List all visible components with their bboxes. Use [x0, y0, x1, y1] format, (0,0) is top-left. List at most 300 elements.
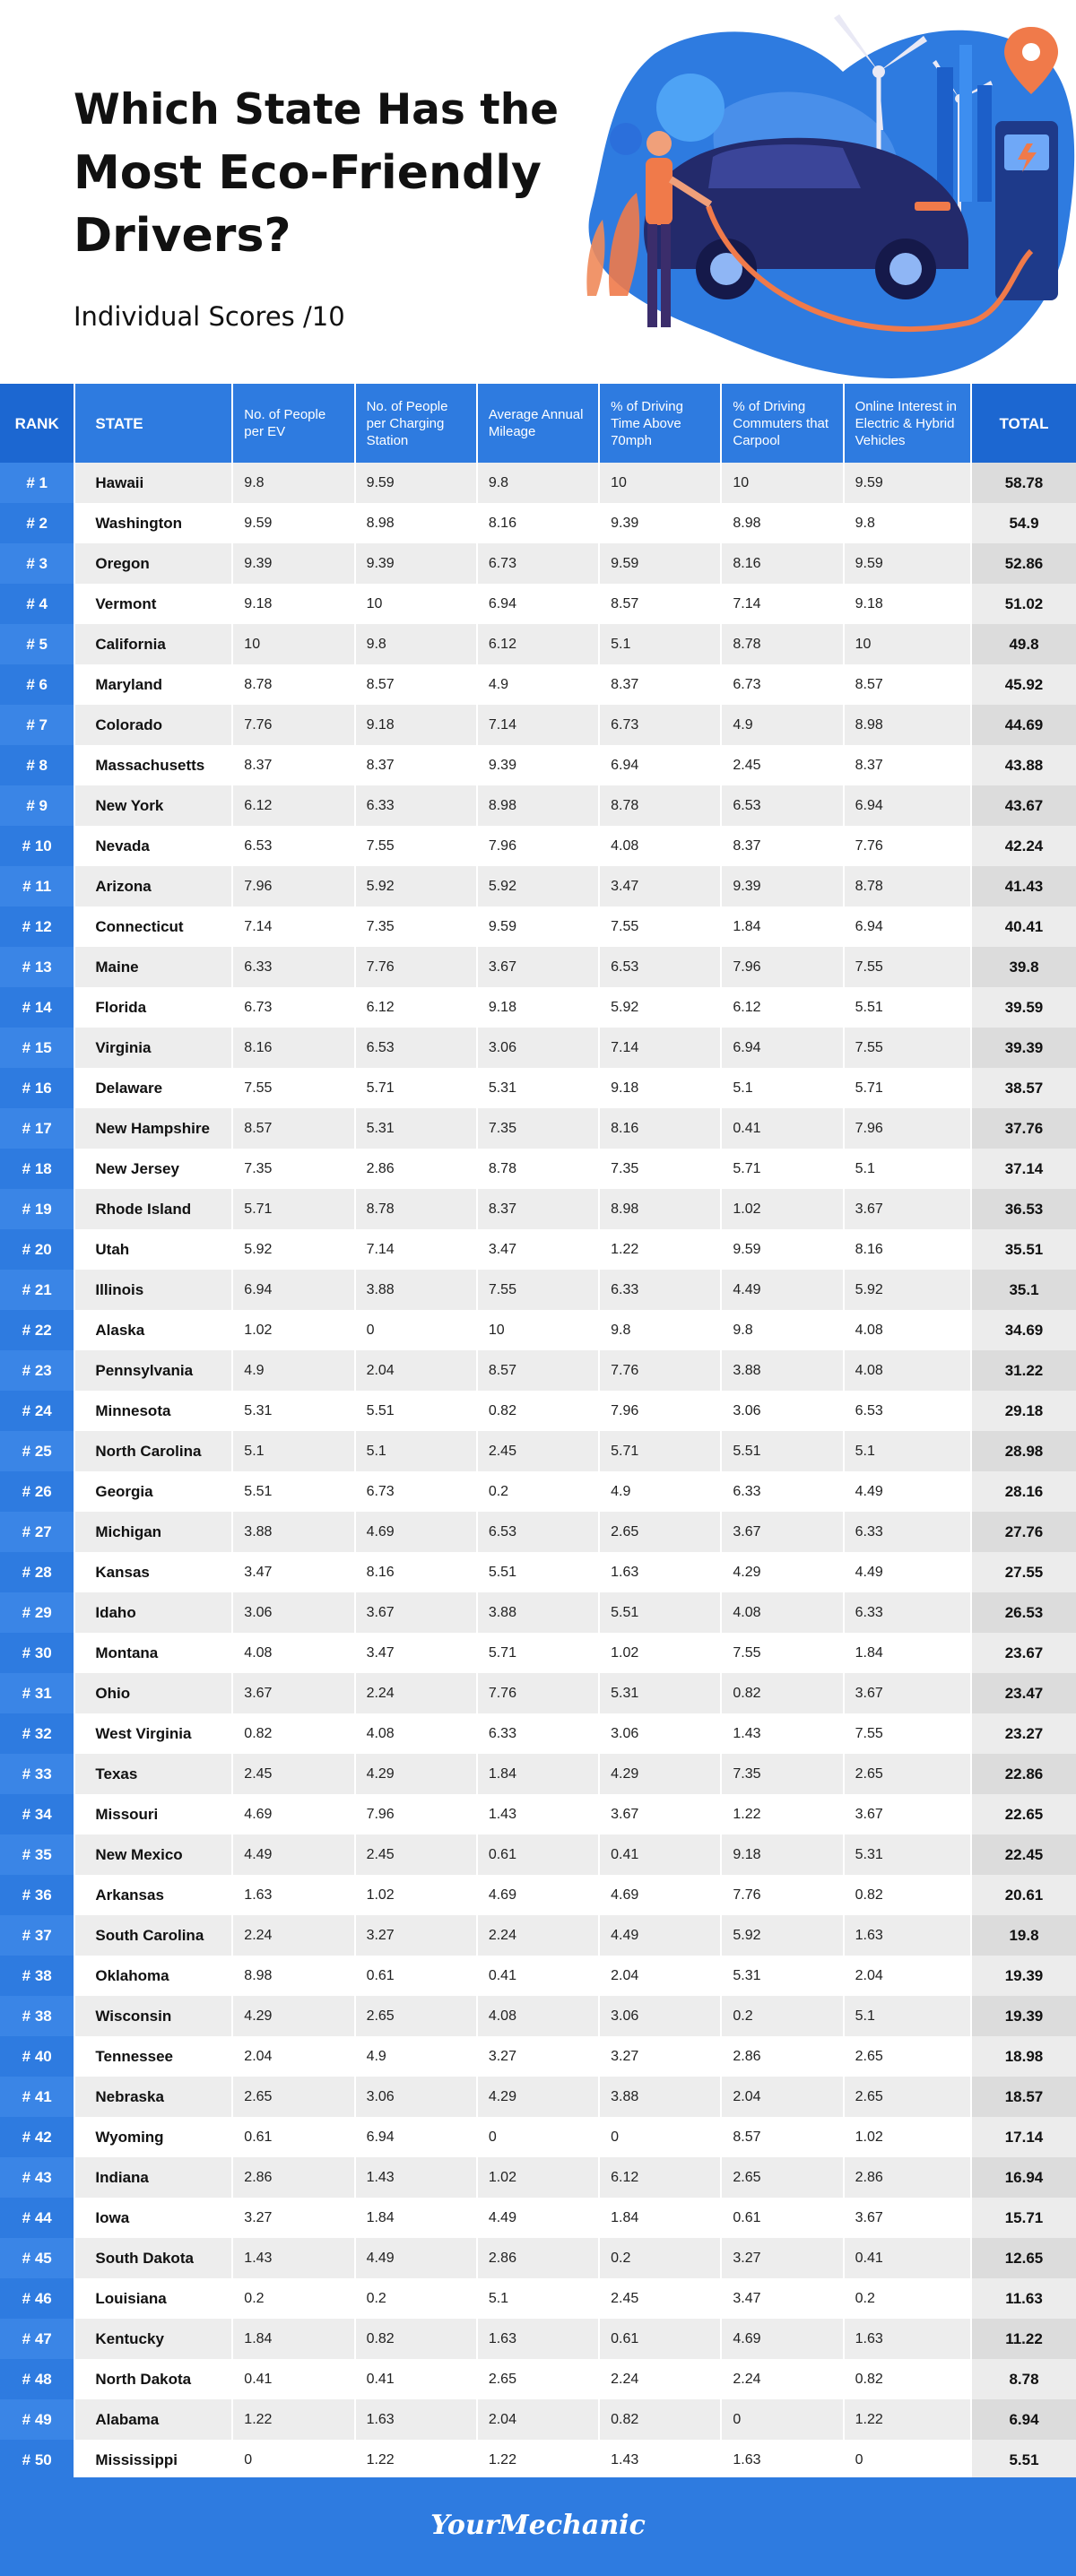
cell-driving-time-above-70mph: 2.65 — [599, 1512, 721, 1552]
table-row — [0, 1915, 1076, 1956]
cell-commuters-carpool: 3.88 — [721, 1350, 843, 1391]
cell-rank: # 21 — [0, 1270, 74, 1310]
cell-online-interest-ev: 7.55 — [844, 947, 971, 987]
cell-commuters-carpool: 5.92 — [721, 1915, 843, 1956]
cell-rank: # 28 — [0, 1552, 74, 1592]
cell-commuters-carpool: 9.39 — [721, 866, 843, 906]
cell-people-per-charging-station: 8.98 — [355, 503, 477, 543]
cell-average-annual-mileage: 7.55 — [477, 1270, 599, 1310]
cell-state: South Dakota — [74, 2238, 232, 2278]
cell-people-per-ev: 2.24 — [232, 1915, 354, 1956]
cell-people-per-ev: 8.37 — [232, 745, 354, 785]
table-row — [0, 987, 1076, 1028]
cell-driving-time-above-70mph: 4.29 — [599, 1754, 721, 1794]
hero-banner — [0, 0, 1076, 384]
cell-driving-time-above-70mph: 7.96 — [599, 1391, 721, 1431]
cell-commuters-carpool: 10 — [721, 463, 843, 503]
table-row — [0, 1270, 1076, 1310]
cell-average-annual-mileage: 9.18 — [477, 987, 599, 1028]
cell-rank: # 29 — [0, 1592, 74, 1633]
cell-driving-time-above-70mph: 3.06 — [599, 1996, 721, 2036]
cell-people-per-ev: 8.98 — [232, 1956, 354, 1996]
cell-online-interest-ev: 5.51 — [844, 987, 971, 1028]
cell-rank: # 14 — [0, 987, 74, 1028]
cell-people-per-charging-station: 1.63 — [355, 2399, 477, 2440]
cell-people-per-charging-station: 0 — [355, 1310, 477, 1350]
table-body — [0, 463, 1076, 2480]
cell-average-annual-mileage: 5.71 — [477, 1633, 599, 1673]
scores-table — [0, 384, 1076, 2480]
table-row — [0, 2077, 1076, 2117]
cell-driving-time-above-70mph: 10 — [599, 463, 721, 503]
cell-commuters-carpool: 0.2 — [721, 1996, 843, 2036]
cell-rank: # 17 — [0, 1108, 74, 1149]
cell-state: Vermont — [74, 584, 232, 624]
cell-people-per-charging-station: 3.88 — [355, 1270, 477, 1310]
cell-total: 19.39 — [971, 1996, 1076, 2036]
cell-people-per-ev: 3.27 — [232, 2198, 354, 2238]
cell-driving-time-above-70mph: 7.35 — [599, 1149, 721, 1189]
cell-rank: # 31 — [0, 1673, 74, 1713]
cell-online-interest-ev: 3.67 — [844, 1189, 971, 1229]
cell-average-annual-mileage: 4.69 — [477, 1875, 599, 1915]
cell-commuters-carpool: 1.02 — [721, 1189, 843, 1229]
cell-state: Arkansas — [74, 1875, 232, 1915]
cell-driving-time-above-70mph: 5.51 — [599, 1592, 721, 1633]
cell-total: 6.94 — [971, 2399, 1076, 2440]
cell-average-annual-mileage: 5.51 — [477, 1552, 599, 1592]
cell-commuters-carpool: 0.41 — [721, 1108, 843, 1149]
cell-total: 29.18 — [971, 1391, 1076, 1431]
cell-total: 37.76 — [971, 1108, 1076, 1149]
cell-rank: # 22 — [0, 1310, 74, 1350]
table-row — [0, 1028, 1076, 1068]
cell-driving-time-above-70mph: 8.78 — [599, 785, 721, 826]
table-row — [0, 543, 1076, 584]
cell-rank: # 19 — [0, 1189, 74, 1229]
cell-total: 20.61 — [971, 1875, 1076, 1915]
table-row — [0, 1350, 1076, 1391]
cell-state: Ohio — [74, 1673, 232, 1713]
cell-total: 11.22 — [971, 2319, 1076, 2359]
cell-people-per-charging-station: 0.2 — [355, 2278, 477, 2319]
cell-driving-time-above-70mph: 3.67 — [599, 1794, 721, 1834]
cell-people-per-charging-station: 2.04 — [355, 1350, 477, 1391]
cell-commuters-carpool: 6.73 — [721, 664, 843, 705]
cell-rank: # 33 — [0, 1754, 74, 1794]
cell-rank: # 37 — [0, 1915, 74, 1956]
cell-people-per-ev: 10 — [232, 624, 354, 664]
table-row — [0, 1673, 1076, 1713]
cell-people-per-ev: 0 — [232, 2440, 354, 2480]
cell-commuters-carpool: 7.96 — [721, 947, 843, 987]
cell-commuters-carpool: 1.43 — [721, 1713, 843, 1754]
cell-online-interest-ev: 5.31 — [844, 1834, 971, 1875]
cell-online-interest-ev: 9.59 — [844, 463, 971, 503]
cell-total: 12.65 — [971, 2238, 1076, 2278]
scores-table-wrapper — [0, 384, 1076, 2480]
cell-driving-time-above-70mph: 5.92 — [599, 987, 721, 1028]
table-row — [0, 503, 1076, 543]
table-row — [0, 1229, 1076, 1270]
cell-commuters-carpool: 4.9 — [721, 705, 843, 745]
cell-average-annual-mileage: 0.2 — [477, 1471, 599, 1512]
cell-state: Nebraska — [74, 2077, 232, 2117]
cell-commuters-carpool: 4.49 — [721, 1270, 843, 1310]
table-row — [0, 1068, 1076, 1108]
cell-driving-time-above-70mph: 0.82 — [599, 2399, 721, 2440]
cell-driving-time-above-70mph: 9.39 — [599, 503, 721, 543]
cell-average-annual-mileage: 1.02 — [477, 2157, 599, 2198]
cell-rank: # 16 — [0, 1068, 74, 1108]
table-row — [0, 463, 1076, 503]
cell-rank: # 8 — [0, 745, 74, 785]
cell-state: New York — [74, 785, 232, 826]
cell-people-per-ev: 6.73 — [232, 987, 354, 1028]
cell-people-per-charging-station: 7.35 — [355, 906, 477, 947]
cell-total: 28.98 — [971, 1431, 1076, 1471]
cell-average-annual-mileage: 2.86 — [477, 2238, 599, 2278]
table-row — [0, 2117, 1076, 2157]
cell-commuters-carpool: 8.16 — [721, 543, 843, 584]
cell-people-per-ev: 4.08 — [232, 1633, 354, 1673]
cell-commuters-carpool: 7.76 — [721, 1875, 843, 1915]
cell-online-interest-ev: 5.92 — [844, 1270, 971, 1310]
cell-average-annual-mileage: 1.43 — [477, 1794, 599, 1834]
cell-rank: # 50 — [0, 2440, 74, 2480]
cell-total: 22.65 — [971, 1794, 1076, 1834]
table-row — [0, 1713, 1076, 1754]
cell-rank: # 2 — [0, 503, 74, 543]
title-line-2: Most Eco-Friendly — [74, 146, 542, 200]
cell-state: Idaho — [74, 1592, 232, 1633]
table-row — [0, 2278, 1076, 2319]
cell-people-per-ev: 1.63 — [232, 1875, 354, 1915]
cell-state: Utah — [74, 1229, 232, 1270]
cell-rank: # 10 — [0, 826, 74, 866]
cell-people-per-charging-station: 3.06 — [355, 2077, 477, 2117]
cell-state: Rhode Island — [74, 1189, 232, 1229]
cell-state: Virginia — [74, 1028, 232, 1068]
cell-driving-time-above-70mph: 2.45 — [599, 2278, 721, 2319]
yourmechanic-logo[interactable]: YourMechanic — [430, 2510, 646, 2541]
cell-total: 36.53 — [971, 1189, 1076, 1229]
cell-online-interest-ev: 5.1 — [844, 1149, 971, 1189]
cell-rank: # 26 — [0, 1471, 74, 1512]
cell-online-interest-ev: 9.59 — [844, 543, 971, 584]
column-header-people-per-ev: No. of People per EV — [232, 384, 354, 463]
cell-people-per-ev: 5.1 — [232, 1431, 354, 1471]
cell-people-per-charging-station: 1.22 — [355, 2440, 477, 2480]
cell-online-interest-ev: 3.67 — [844, 2198, 971, 2238]
column-header-total: TOTAL — [971, 384, 1076, 463]
cell-total: 22.45 — [971, 1834, 1076, 1875]
table-row — [0, 2238, 1076, 2278]
cell-average-annual-mileage: 0 — [477, 2117, 599, 2157]
cell-state: Maine — [74, 947, 232, 987]
cell-average-annual-mileage: 2.65 — [477, 2359, 599, 2399]
cell-average-annual-mileage: 1.84 — [477, 1754, 599, 1794]
cell-online-interest-ev: 0.41 — [844, 2238, 971, 2278]
cell-online-interest-ev: 8.98 — [844, 705, 971, 745]
cell-people-per-charging-station: 9.59 — [355, 463, 477, 503]
title-line-3: Drivers? — [74, 209, 291, 263]
cell-online-interest-ev: 7.76 — [844, 826, 971, 866]
cell-total: 31.22 — [971, 1350, 1076, 1391]
cell-total: 49.8 — [971, 624, 1076, 664]
cell-driving-time-above-70mph: 9.59 — [599, 543, 721, 584]
cell-commuters-carpool: 7.35 — [721, 1754, 843, 1794]
cell-total: 11.63 — [971, 2278, 1076, 2319]
cell-state: Kansas — [74, 1552, 232, 1592]
cell-rank: # 45 — [0, 2238, 74, 2278]
cell-average-annual-mileage: 5.1 — [477, 2278, 599, 2319]
cell-driving-time-above-70mph: 0.61 — [599, 2319, 721, 2359]
cell-commuters-carpool: 4.29 — [721, 1552, 843, 1592]
cell-people-per-charging-station: 2.24 — [355, 1673, 477, 1713]
cell-people-per-charging-station: 7.55 — [355, 826, 477, 866]
cell-people-per-ev: 8.16 — [232, 1028, 354, 1068]
cell-commuters-carpool: 7.14 — [721, 584, 843, 624]
cell-total: 18.57 — [971, 2077, 1076, 2117]
cell-state: Florida — [74, 987, 232, 1028]
cell-people-per-charging-station: 4.9 — [355, 2036, 477, 2077]
cell-state: Colorado — [74, 705, 232, 745]
cell-people-per-ev: 0.41 — [232, 2359, 354, 2399]
cell-commuters-carpool: 0 — [721, 2399, 843, 2440]
cell-people-per-charging-station: 7.76 — [355, 947, 477, 987]
cell-average-annual-mileage: 9.39 — [477, 745, 599, 785]
cell-state: Washington — [74, 503, 232, 543]
cell-people-per-ev: 3.06 — [232, 1592, 354, 1633]
cell-people-per-ev: 0.61 — [232, 2117, 354, 2157]
cell-average-annual-mileage: 3.06 — [477, 1028, 599, 1068]
cell-online-interest-ev: 9.8 — [844, 503, 971, 543]
cell-people-per-ev: 9.59 — [232, 503, 354, 543]
cell-commuters-carpool: 0.61 — [721, 2198, 843, 2238]
cell-people-per-ev: 0.82 — [232, 1713, 354, 1754]
column-header-average-annual-mileage: Average Annual Mileage — [477, 384, 599, 463]
cell-state: Hawaii — [74, 463, 232, 503]
cell-online-interest-ev: 5.71 — [844, 1068, 971, 1108]
table-row — [0, 2036, 1076, 2077]
cell-online-interest-ev: 4.08 — [844, 1350, 971, 1391]
cell-rank: # 32 — [0, 1713, 74, 1754]
cell-people-per-charging-station: 3.47 — [355, 1633, 477, 1673]
cell-people-per-charging-station: 3.67 — [355, 1592, 477, 1633]
cell-people-per-ev: 5.51 — [232, 1471, 354, 1512]
cell-average-annual-mileage: 0.41 — [477, 1956, 599, 1996]
cell-driving-time-above-70mph: 3.27 — [599, 2036, 721, 2077]
cell-online-interest-ev: 2.65 — [844, 2077, 971, 2117]
cell-rank: # 3 — [0, 543, 74, 584]
cell-driving-time-above-70mph: 4.08 — [599, 826, 721, 866]
cell-people-per-ev: 5.71 — [232, 1189, 354, 1229]
cell-online-interest-ev: 8.57 — [844, 664, 971, 705]
cell-state: West Virginia — [74, 1713, 232, 1754]
cell-rank: # 40 — [0, 2036, 74, 2077]
cell-people-per-ev: 6.94 — [232, 1270, 354, 1310]
table-row — [0, 1108, 1076, 1149]
cell-state: Texas — [74, 1754, 232, 1794]
cell-rank: # 35 — [0, 1834, 74, 1875]
cell-online-interest-ev: 7.96 — [844, 1108, 971, 1149]
cell-people-per-ev: 9.8 — [232, 463, 354, 503]
cell-total: 39.8 — [971, 947, 1076, 987]
cell-online-interest-ev: 4.49 — [844, 1471, 971, 1512]
cell-average-annual-mileage: 8.98 — [477, 785, 599, 826]
cell-people-per-ev: 7.96 — [232, 866, 354, 906]
cell-state: Kentucky — [74, 2319, 232, 2359]
cell-average-annual-mileage: 5.92 — [477, 866, 599, 906]
column-header-driving-time-above-70mph: % of Driving Time Above 70mph — [599, 384, 721, 463]
cell-people-per-ev: 9.39 — [232, 543, 354, 584]
cell-people-per-charging-station: 7.14 — [355, 1229, 477, 1270]
cell-people-per-charging-station: 8.16 — [355, 1552, 477, 1592]
cell-state: New Jersey — [74, 1149, 232, 1189]
cell-people-per-charging-station: 4.49 — [355, 2238, 477, 2278]
cell-online-interest-ev: 8.16 — [844, 1229, 971, 1270]
column-header-people-per-charging-station: No. of People per Charging Station — [355, 384, 477, 463]
table-row — [0, 2399, 1076, 2440]
cell-commuters-carpool: 3.06 — [721, 1391, 843, 1431]
cell-people-per-charging-station: 6.12 — [355, 987, 477, 1028]
column-header-online-interest-ev: Online Interest in Electric & Hybrid Vehicles — [844, 384, 971, 463]
cell-commuters-carpool: 9.18 — [721, 1834, 843, 1875]
table-row — [0, 664, 1076, 705]
cell-average-annual-mileage: 8.16 — [477, 503, 599, 543]
cell-average-annual-mileage: 6.53 — [477, 1512, 599, 1552]
cell-state: South Carolina — [74, 1915, 232, 1956]
cell-rank: # 42 — [0, 2117, 74, 2157]
cell-total: 38.57 — [971, 1068, 1076, 1108]
table-row — [0, 1512, 1076, 1552]
table-row — [0, 1431, 1076, 1471]
cell-average-annual-mileage: 7.76 — [477, 1673, 599, 1713]
table-row — [0, 2157, 1076, 2198]
cell-total: 28.16 — [971, 1471, 1076, 1512]
cell-average-annual-mileage: 1.22 — [477, 2440, 599, 2480]
cell-total: 54.9 — [971, 503, 1076, 543]
table-row — [0, 785, 1076, 826]
cell-total: 19.8 — [971, 1915, 1076, 1956]
cell-state: Indiana — [74, 2157, 232, 2198]
cell-average-annual-mileage: 3.27 — [477, 2036, 599, 2077]
cell-state: Connecticut — [74, 906, 232, 947]
cell-total: 26.53 — [971, 1592, 1076, 1633]
cell-average-annual-mileage: 9.59 — [477, 906, 599, 947]
cell-total: 43.88 — [971, 745, 1076, 785]
column-header-rank: RANK — [0, 384, 74, 463]
cell-state: Oregon — [74, 543, 232, 584]
table-row — [0, 1875, 1076, 1915]
cell-people-per-ev: 2.86 — [232, 2157, 354, 2198]
cell-driving-time-above-70mph: 4.49 — [599, 1915, 721, 1956]
cell-driving-time-above-70mph: 0.2 — [599, 2238, 721, 2278]
cell-rank: # 36 — [0, 1875, 74, 1915]
cell-driving-time-above-70mph: 9.8 — [599, 1310, 721, 1350]
cell-people-per-charging-station: 4.08 — [355, 1713, 477, 1754]
cell-people-per-charging-station: 7.96 — [355, 1794, 477, 1834]
cell-people-per-ev: 8.78 — [232, 664, 354, 705]
cell-people-per-charging-station: 6.94 — [355, 2117, 477, 2157]
cell-state: Missouri — [74, 1794, 232, 1834]
cell-commuters-carpool: 1.63 — [721, 2440, 843, 2480]
cell-people-per-charging-station: 9.18 — [355, 705, 477, 745]
table-row — [0, 906, 1076, 947]
cell-people-per-charging-station: 0.61 — [355, 1956, 477, 1996]
cell-rank: # 46 — [0, 2278, 74, 2319]
table-row — [0, 1552, 1076, 1592]
cell-people-per-ev: 4.49 — [232, 1834, 354, 1875]
cell-state: Tennessee — [74, 2036, 232, 2077]
cell-driving-time-above-70mph: 5.31 — [599, 1673, 721, 1713]
cell-people-per-ev: 1.84 — [232, 2319, 354, 2359]
cell-total: 23.27 — [971, 1713, 1076, 1754]
cell-commuters-carpool: 7.55 — [721, 1633, 843, 1673]
cell-people-per-ev: 8.57 — [232, 1108, 354, 1149]
cell-total: 58.78 — [971, 463, 1076, 503]
cell-state: North Dakota — [74, 2359, 232, 2399]
cell-driving-time-above-70mph: 0 — [599, 2117, 721, 2157]
cell-driving-time-above-70mph: 5.71 — [599, 1431, 721, 1471]
cell-people-per-ev: 3.67 — [232, 1673, 354, 1713]
cell-driving-time-above-70mph: 3.47 — [599, 866, 721, 906]
cell-total: 51.02 — [971, 584, 1076, 624]
cell-commuters-carpool: 8.57 — [721, 2117, 843, 2157]
cell-total: 23.47 — [971, 1673, 1076, 1713]
cell-total: 39.39 — [971, 1028, 1076, 1068]
cell-people-per-ev: 3.47 — [232, 1552, 354, 1592]
cell-rank: # 47 — [0, 2319, 74, 2359]
cell-online-interest-ev: 2.65 — [844, 2036, 971, 2077]
cell-average-annual-mileage: 3.47 — [477, 1229, 599, 1270]
cell-commuters-carpool: 2.24 — [721, 2359, 843, 2399]
cell-rank: # 7 — [0, 705, 74, 745]
cell-state: Alaska — [74, 1310, 232, 1350]
cell-people-per-charging-station: 2.86 — [355, 1149, 477, 1189]
cell-commuters-carpool: 8.78 — [721, 624, 843, 664]
cell-driving-time-above-70mph: 8.37 — [599, 664, 721, 705]
header-row — [0, 384, 1076, 463]
cell-rank: # 15 — [0, 1028, 74, 1068]
cell-people-per-charging-station: 3.27 — [355, 1915, 477, 1956]
cell-total: 19.39 — [971, 1956, 1076, 1996]
cell-people-per-ev: 2.65 — [232, 2077, 354, 2117]
table-row — [0, 745, 1076, 785]
cell-people-per-charging-station: 2.45 — [355, 1834, 477, 1875]
cell-people-per-ev: 7.76 — [232, 705, 354, 745]
cell-total: 23.67 — [971, 1633, 1076, 1673]
cell-rank: # 34 — [0, 1794, 74, 1834]
cell-people-per-charging-station: 4.69 — [355, 1512, 477, 1552]
cell-driving-time-above-70mph: 6.94 — [599, 745, 721, 785]
cell-people-per-charging-station: 5.1 — [355, 1431, 477, 1471]
cell-total: 34.69 — [971, 1310, 1076, 1350]
cell-total: 41.43 — [971, 866, 1076, 906]
cell-people-per-charging-station: 5.51 — [355, 1391, 477, 1431]
table-row — [0, 1956, 1076, 1996]
cell-total: 27.55 — [971, 1552, 1076, 1592]
cell-average-annual-mileage: 4.9 — [477, 664, 599, 705]
cell-total: 22.86 — [971, 1754, 1076, 1794]
table-row — [0, 826, 1076, 866]
table-row — [0, 1834, 1076, 1875]
cell-average-annual-mileage: 4.08 — [477, 1996, 599, 2036]
cell-average-annual-mileage: 2.45 — [477, 1431, 599, 1471]
cell-people-per-charging-station: 4.29 — [355, 1754, 477, 1794]
table-row — [0, 2319, 1076, 2359]
